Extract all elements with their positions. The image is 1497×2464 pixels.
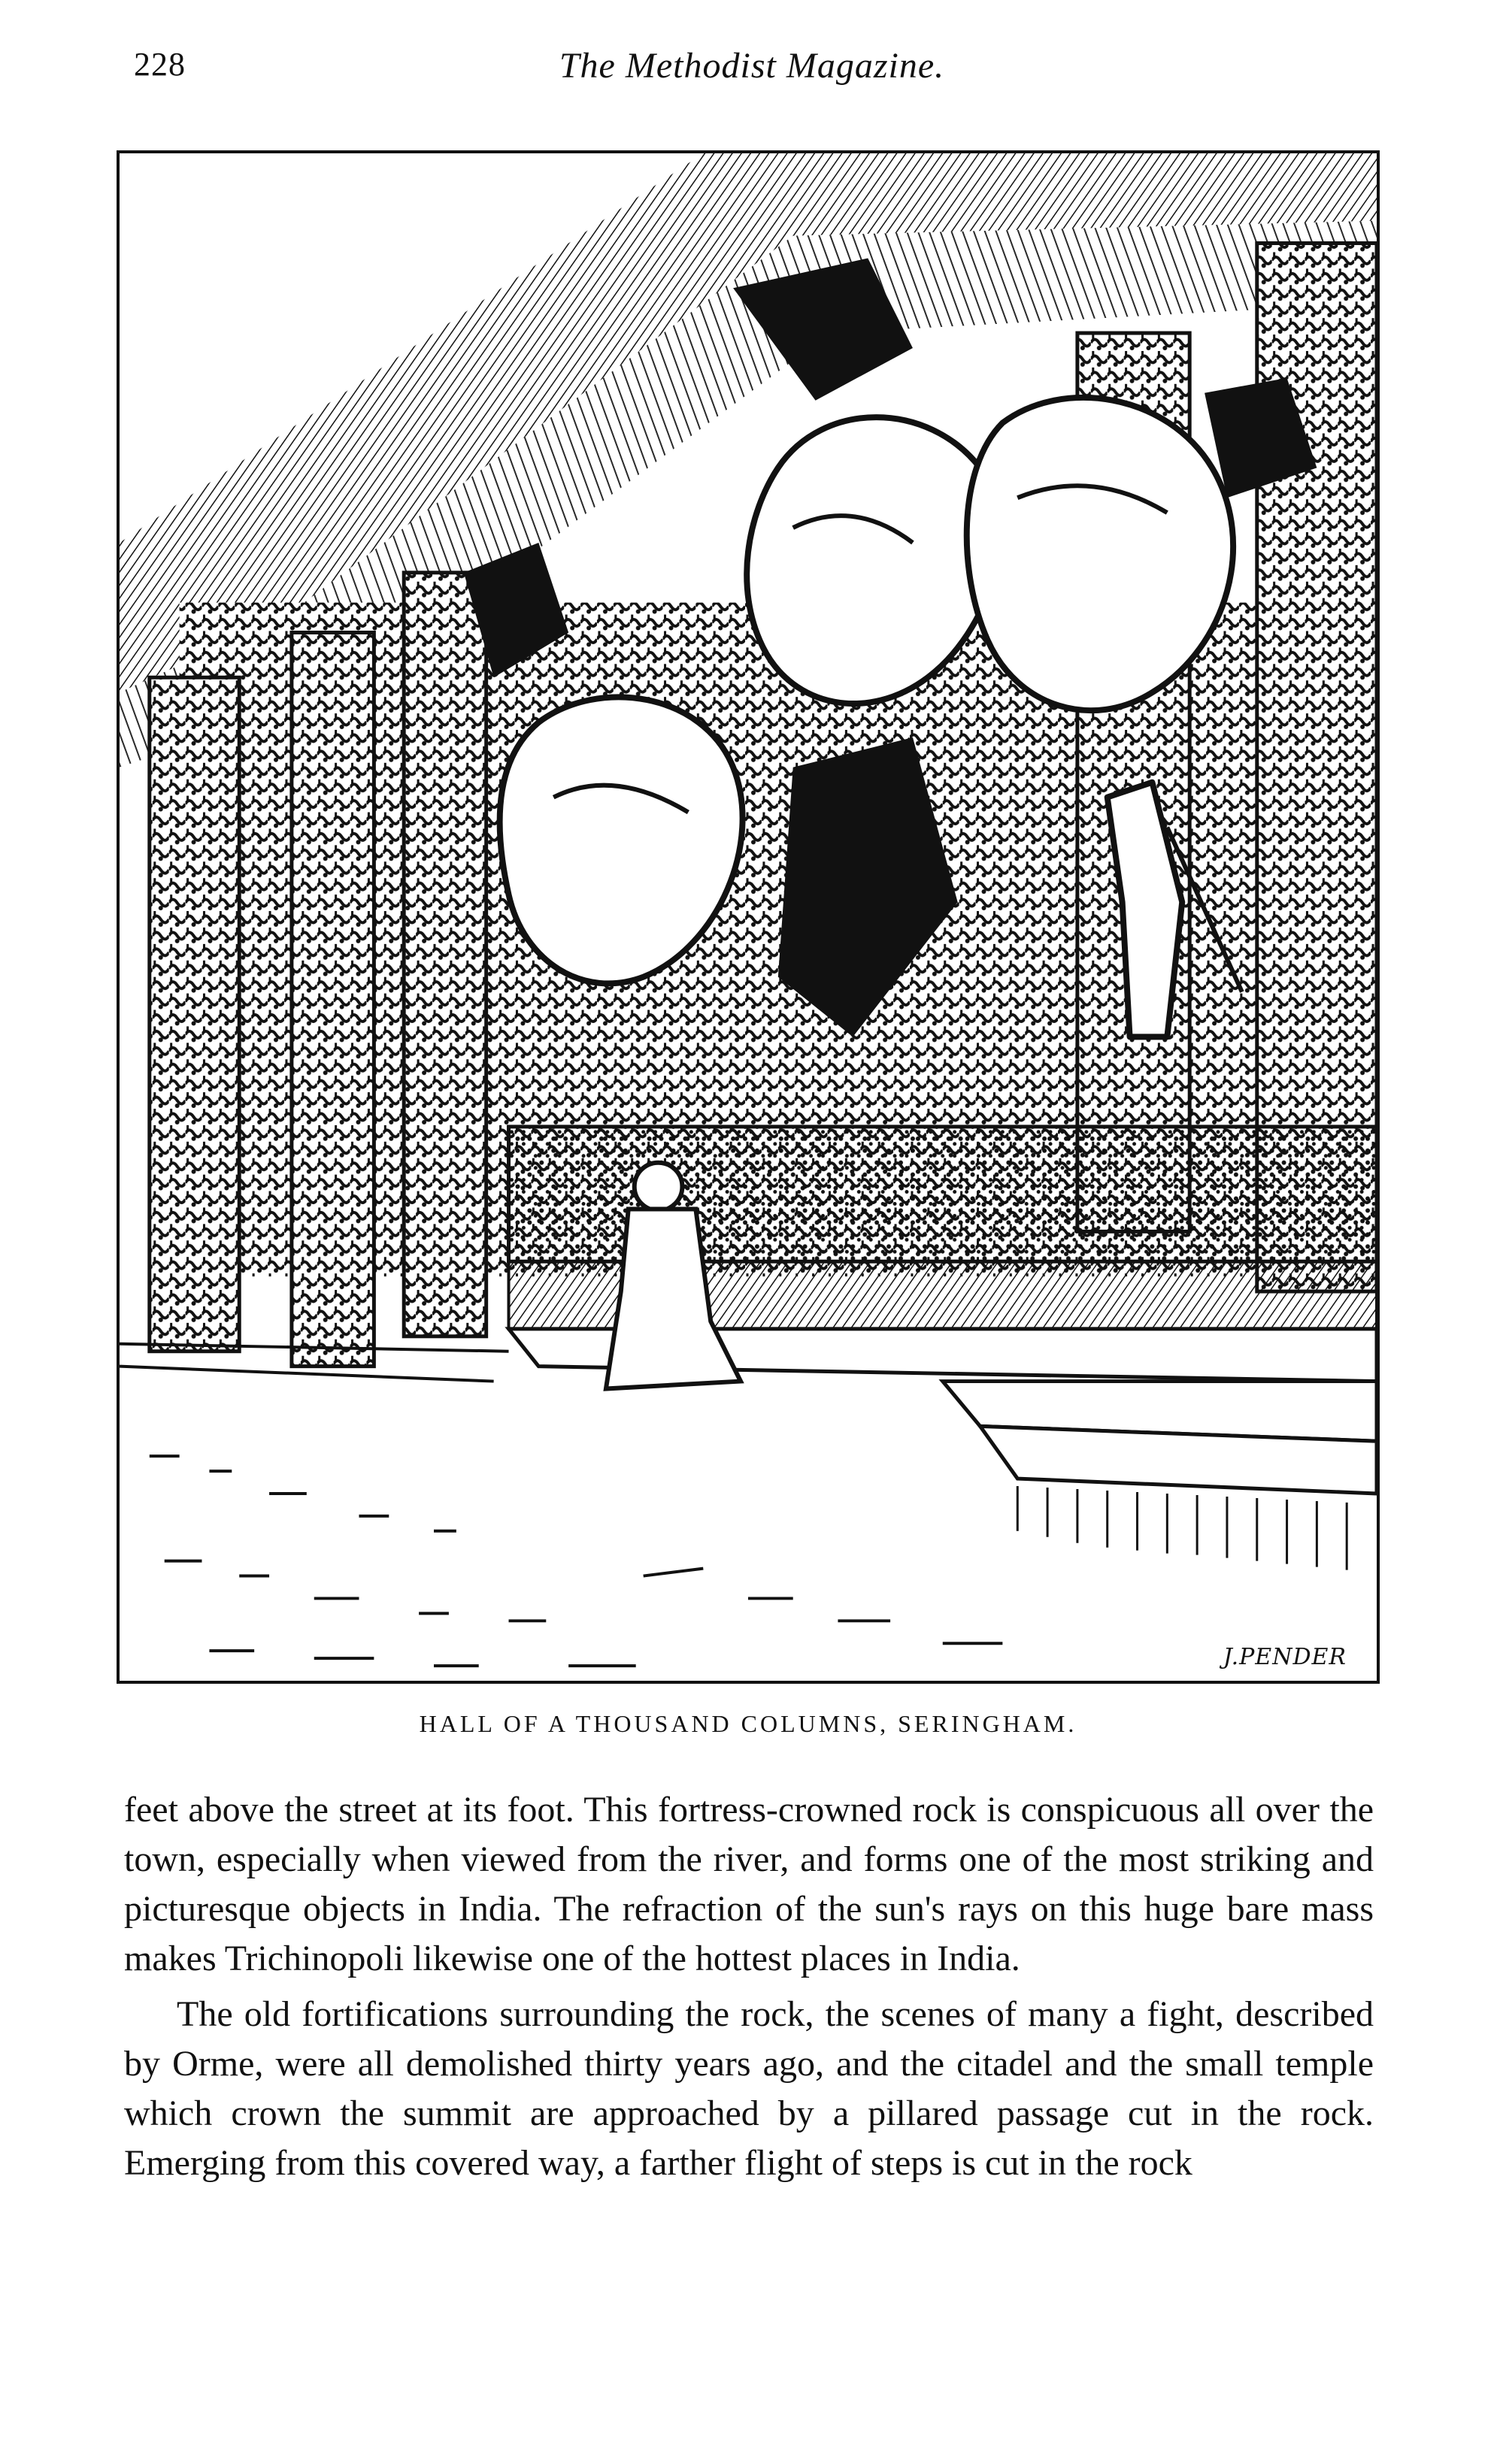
temple-hall-engraving xyxy=(120,153,1377,1681)
running-title: The Methodist Magazine. xyxy=(559,46,945,86)
paragraph-1: feet above the street at its foot. This fortress-crowned rock is conspicuous all over the town, especially when viewed from the river, and forms one of the most striking and picturesque objects in India. The refraction of the sun's rays on this huge bare mass makes Trichinopoli likewise one of the hottest places in India. xyxy=(124,1790,1374,1978)
engraving-illustration xyxy=(117,150,1380,1684)
page-header xyxy=(120,45,1383,98)
artist-signature: J.PENDER xyxy=(1223,1644,1347,1670)
page-number: 228 xyxy=(134,46,186,83)
paragraph-2: The old fortifications surrounding the rock, the scenes of many a fight, described by Orme, were all demolished thirty years ago, and the citadel and the small temple which crown the summit are approached by a pillared passage cut in the rock. Emerging from this covered way, a farther flight of steps is cut in the rock xyxy=(124,1994,1374,2183)
figure-caption: HALL OF A THOUSAND COLUMNS, SERINGHAM. xyxy=(419,1710,1077,1737)
street-ground xyxy=(120,1344,1002,1666)
body-text xyxy=(124,1785,1374,2188)
